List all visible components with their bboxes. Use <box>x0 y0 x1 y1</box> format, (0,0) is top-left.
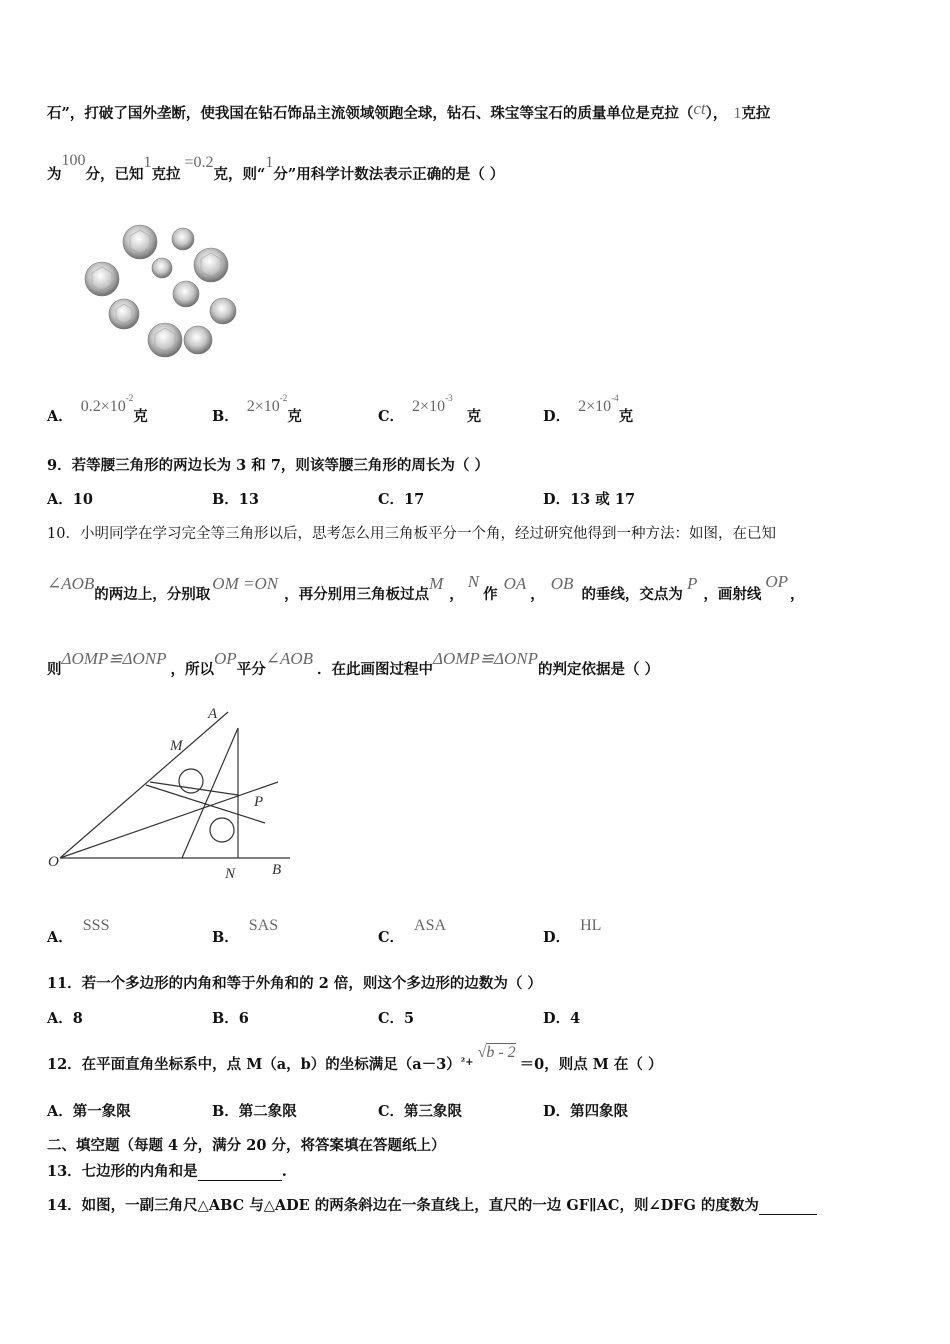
q8-option-c[interactable]: C．$2\times 10^{-3}$克 <box>378 393 482 425</box>
q10-option-b[interactable]: B．SAS <box>212 917 279 946</box>
q13-stem: 13．七边形的内角和是 . <box>47 1163 287 1180</box>
triangle-hole-1 <box>179 769 203 793</box>
angle-bisector-figure <box>40 700 300 890</box>
q11-option-b[interactable]: B．6 <box>212 1010 249 1027</box>
diamonds-image <box>80 222 240 362</box>
q13-answer-blank[interactable] <box>198 1164 282 1181</box>
label-b: B <box>272 862 282 878</box>
q14-stem: 14．如图，一副三角尺△ABC 与△ADE 的两条斜边在一条直线上，直尺的一边 GF∥AC，则∠DFG 的度数为 <box>47 1194 817 1215</box>
q12-option-d[interactable]: D．第四象限 <box>543 1103 629 1120</box>
triangle-hole-2 <box>210 818 234 842</box>
q12-option-b[interactable]: B．第二象限 <box>212 1103 297 1120</box>
q10-option-c[interactable]: C．ASA <box>378 917 447 946</box>
q8-option-a[interactable]: A．$0.2\times 10^{-2}$克 <box>47 393 148 425</box>
q11-option-c[interactable]: C．5 <box>378 1010 415 1027</box>
q10-line3: 则ΔOMP≌ΔONP，所以OP平分∠AOB．在此画图过程中ΔOMP≌ΔONP的判定依据是（ ） <box>47 649 660 678</box>
q8-option-b[interactable]: B．$2\times 10^{-2}$克 <box>212 393 302 425</box>
label-m: M <box>170 738 183 754</box>
q10-line2: ∠AOB的两边上，分别取OM =ON，再分别用三角板过点M，N作OA，OB的垂线，交点为P，画射线OP， <box>47 572 805 603</box>
q8-option-d[interactable]: D．$2\times 10^{-4}$克 <box>543 393 634 425</box>
q12-option-c[interactable]: C．第三象限 <box>378 1103 463 1120</box>
label-o: O <box>48 854 59 870</box>
q11-option-d[interactable]: D．4 <box>543 1010 581 1027</box>
q8-line1: 石”，打破了国外垄断，使我国在钻石饰品主流领域领跑全球，钻石、珠宝等宝石的质量单位是克拉（ct）， 1克拉 <box>47 99 771 122</box>
label-a: A <box>208 706 218 722</box>
q10-option-d[interactable]: D．HL <box>543 917 602 946</box>
q9-option-c[interactable]: C．17 <box>378 491 425 508</box>
q9-option-a[interactable]: A．10 <box>47 491 93 508</box>
q12-stem: 12．在平面直角坐标系中，点 M（a，b）的坐标满足$(a-3)^{^2+}√b - 2=0$，则点 M 在（ ） <box>47 1044 663 1073</box>
q10-option-a[interactable]: A．SSS <box>47 917 110 946</box>
label-n: N <box>225 866 236 882</box>
q11-option-a[interactable]: A．8 <box>47 1010 83 1027</box>
q9-stem: 9．若等腰三角形的两边长为 3 和 7，则该等腰三角形的周长为（ ） <box>47 457 489 474</box>
ray-op <box>60 782 278 858</box>
q9-option-b[interactable]: B．13 <box>212 491 259 508</box>
q14-answer-blank[interactable] <box>759 1198 817 1215</box>
section-heading-fill-in: 二、填空题（每题 4 分，满分 20 分，将答案填在答题纸上） <box>47 1137 446 1154</box>
q11-stem: 11．若一个多边形的内角和等于外角和的 2 倍，则这个多边形的边数为（ ） <box>47 975 542 992</box>
q12-option-a[interactable]: A．第一象限 <box>47 1103 131 1120</box>
q9-option-d[interactable]: D．13 或 17 <box>543 491 636 508</box>
sqrt-expression: √b - 2 <box>477 1044 516 1061</box>
label-p: P <box>254 794 264 810</box>
q8-line2: 为100分，已知1克拉=0.2克，则“1分”用科学计数法表示正确的是（ ） <box>47 152 505 183</box>
carat-unit: ct <box>693 99 706 118</box>
q10-line1: 10．小明同学在学习完全等三角形以后，思考怎么用三角板平分一个角，经过研究他得到一种方法：如图，在已知 <box>47 526 776 542</box>
